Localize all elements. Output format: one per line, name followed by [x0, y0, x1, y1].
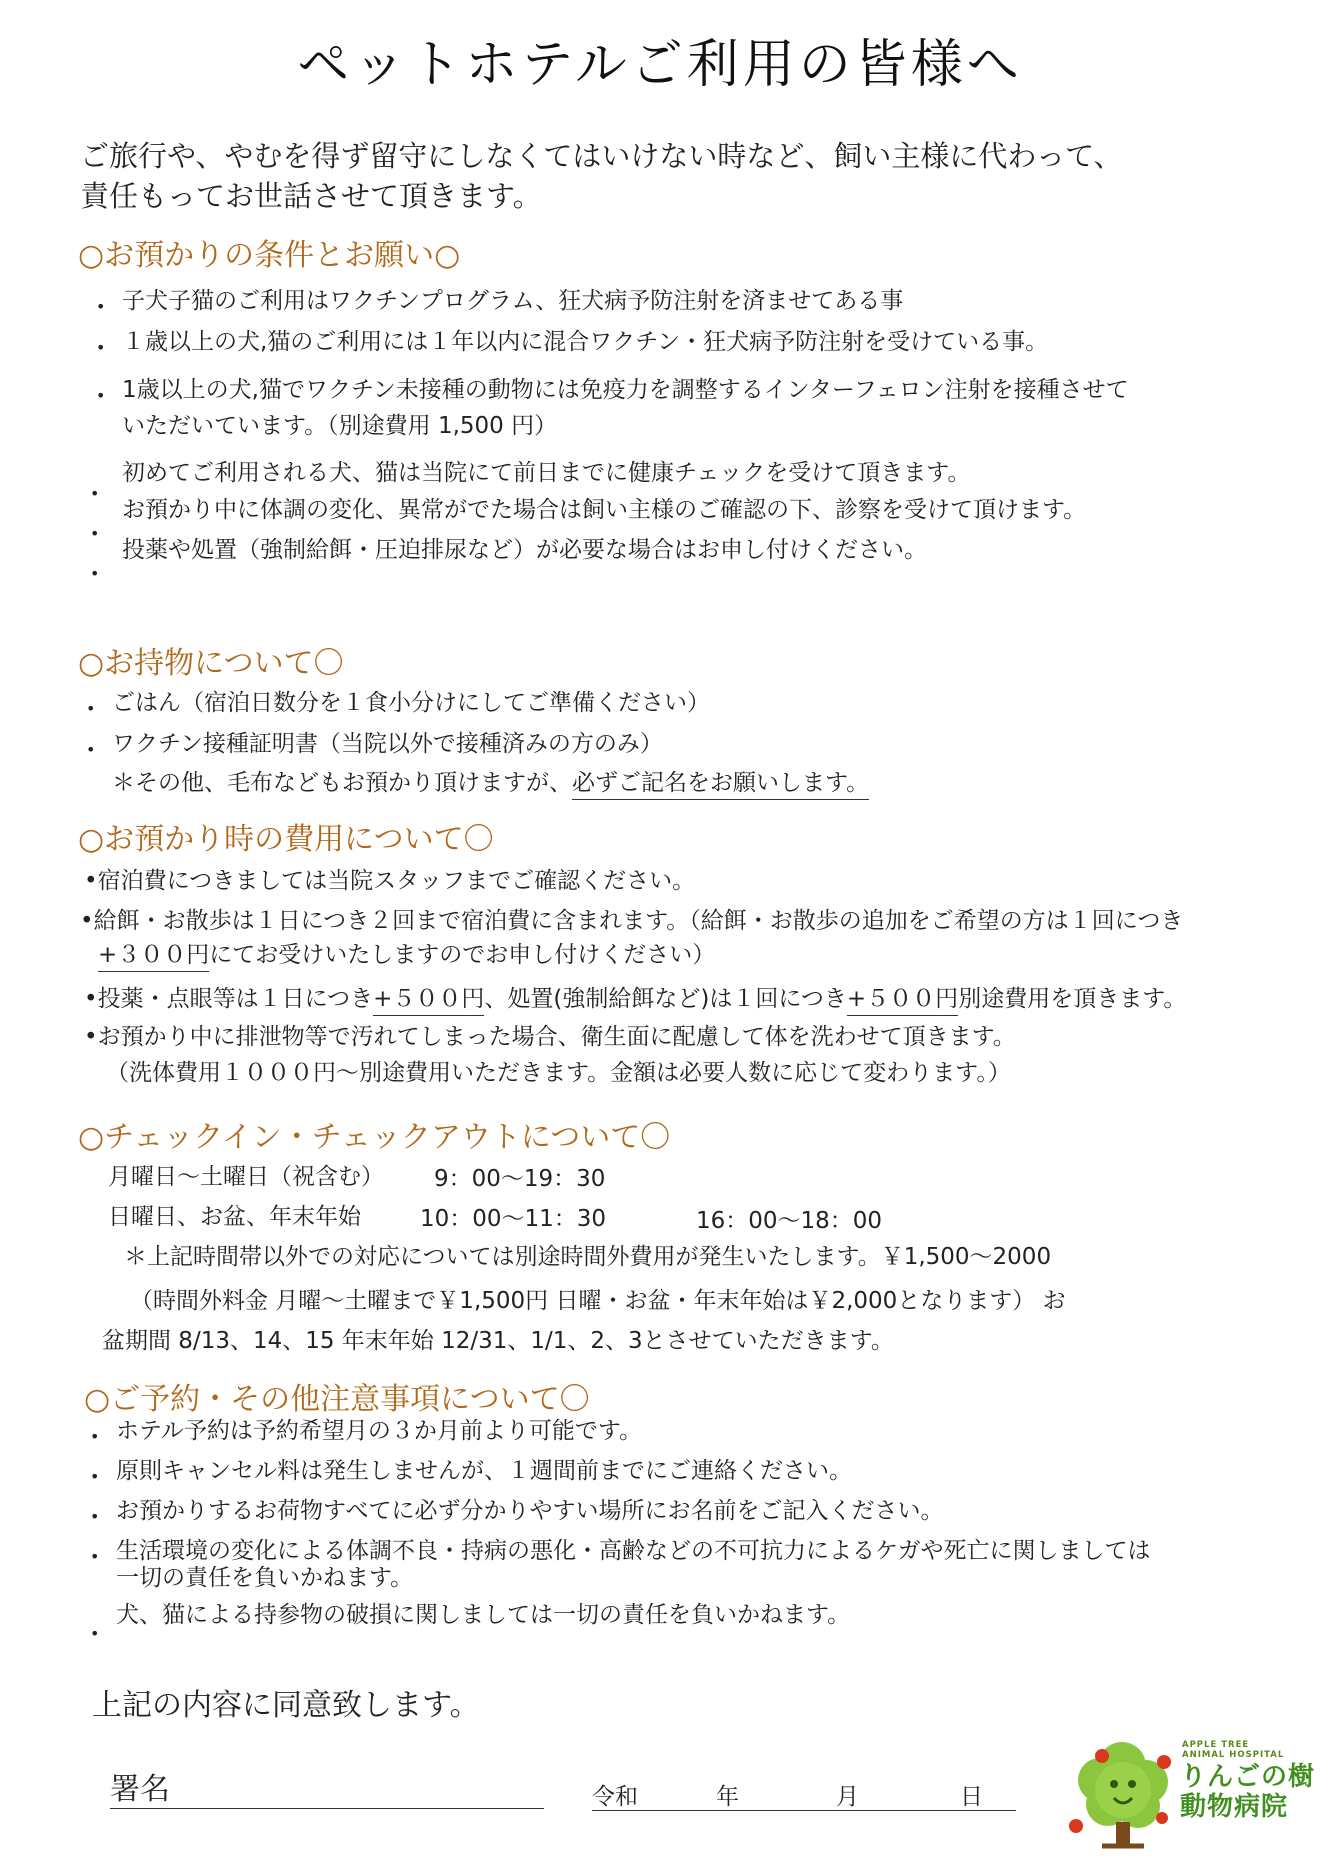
bullet-icon: •: [80, 908, 94, 934]
weekday-label: 月曜日～土曜日（祝含む）: [108, 1164, 384, 1190]
holiday-label: 日曜日、お盆、年末年始: [108, 1204, 361, 1230]
page-title: ペットホテルご利用の皆様へ: [297, 35, 1023, 95]
fee-line: •お預かり中に排泄物等で汚れてしまった場合、衛生面に配慮して体を洗わせて頂きます。: [84, 1024, 1016, 1050]
fee-line: +３００円にてお受けいたしますのでお申し付けください）: [98, 940, 715, 970]
list-item: お預かり中に体調の変化、異常がでた場合は飼い主様のご確認の下、診察を受けて頂けます。: [122, 497, 1087, 523]
belongings-note: ＊その他、毛布などもお預かり頂けますが、必ずご記名をお願いします。: [112, 768, 869, 798]
underlined-text: 必ずご記名をお願いします。: [572, 770, 869, 800]
holiday-time-2: 16：00～18：00: [696, 1208, 883, 1234]
tree-mascot-icon: [1069, 1742, 1171, 1846]
checkin-note: ＊上記時間帯以外での対応については別途時間外費用が発生いたします。￥1,500～2000: [124, 1244, 1052, 1270]
bullet-icon: •: [96, 297, 106, 316]
fee-line: •給餌・お散歩は１日につき２回まで宿泊費に含まれます。（給餌・お散歩の追加をご希望の方は１回につき: [80, 908, 1184, 934]
weekday-time: 9：00～19：30: [434, 1166, 606, 1192]
list-item: • 生活環境の変化による体調不良・持病の悪化・高齢などの不可抗力によるケガや死亡に関しましては: [116, 1536, 1151, 1566]
list-item-continued: 一切の責任を負いかねます。: [116, 1565, 414, 1591]
list-item: • 原則キャンセル料は発生しませんが、１週間前までにご連絡ください。: [116, 1456, 852, 1486]
section-heading-belongings: ○お持物について〇: [78, 646, 344, 681]
section-heading-checkin: ○チェックイン・チェックアウトについて〇: [78, 1120, 671, 1155]
intro-line-1: ご旅行や、やむを得ず留守にしなくてはいけない時など、飼い主様に代わって、: [80, 139, 1123, 173]
list-item: • 1歳以上の犬,猫でワクチン未接種の動物には免疫力を調整するインターフェロン注射を接種させて: [122, 375, 1129, 405]
underlined-text: +５００円: [373, 986, 484, 1016]
list-item: • １歳以上の犬,猫のご利用には１年以内に混合ワクチン・狂犬病予防注射を受けている事。: [122, 327, 1048, 357]
bullet-icon: •: [90, 1547, 100, 1566]
intro-line-2: 責任もってお世話させて頂きます。: [80, 179, 542, 213]
bullet-icon: •: [84, 868, 98, 894]
list-item-continued: いただいています。（別途費用 1,500 円）: [122, 413, 558, 439]
logo-english-name: APPLE TREE ANIMAL HOSPITAL: [1182, 1740, 1285, 1760]
logo-japanese-name: りんごの樹 動物病院: [1180, 1762, 1316, 1822]
bullet-icon: •: [90, 1467, 100, 1486]
bullet-icon: •: [96, 386, 106, 405]
bullet-icon: •: [86, 740, 96, 759]
underlined-text: +３００円: [98, 942, 209, 972]
list-item: • お預かりするお荷物すべてに必ず分かりやすい場所にお名前をご記入ください。: [116, 1496, 944, 1526]
date-month: 月: [836, 1784, 859, 1810]
date-line[interactable]: [592, 1810, 1016, 1811]
signature-label: 署名: [110, 1772, 170, 1807]
section-heading-fees: ○お預かり時の費用について〇: [78, 822, 494, 857]
signature-line[interactable]: [110, 1808, 544, 1809]
bullet-icon: •: [90, 484, 100, 503]
list-item: • 子犬子猫のご利用はワクチンプログラム、狂犬病予防注射を済ませてある事: [122, 286, 903, 316]
bullet-icon: •: [90, 1624, 100, 1643]
date-era: 令和: [592, 1784, 638, 1810]
bullet-icon: •: [96, 338, 106, 357]
bullet-icon: •: [84, 1024, 98, 1050]
list-item: • ごはん（宿泊日数分を１食小分けにしてご準備ください）: [112, 688, 710, 718]
fee-line: •投薬・点眼等は１日につき+５００円、処置(強制給餌など)は１回につき+５００円別途費用を頂きます。: [84, 984, 1186, 1014]
bullet-icon: •: [86, 699, 96, 718]
intro-text: [80, 136, 1240, 216]
date-day: 日: [960, 1784, 983, 1810]
bullet-icon: •: [90, 524, 100, 543]
agreement-text: 上記の内容に同意致します。: [92, 1688, 480, 1723]
fee-line: （洗体費用１０００円～別途費用いただきます。金額は必要人数に応じて変わります。）: [106, 1060, 1011, 1086]
checkin-note: （時間外料金 月曜～土曜まで￥1,500円 日曜・お盆・年末年始は￥2,000となります） お: [130, 1288, 1066, 1314]
underlined-text: +５００円: [847, 986, 958, 1016]
bullet-icon: •: [84, 986, 98, 1012]
holiday-time-1: 10：00～11：30: [420, 1206, 607, 1232]
section-heading-reservation: ○ご予約・その他注意事項について〇: [84, 1382, 590, 1417]
list-item: • ワクチン接種証明書（当院以外で接種済みの方のみ）: [112, 729, 663, 759]
list-item: 犬、猫による持参物の破損に関しましては一切の責任を負いかねます。: [116, 1602, 851, 1628]
bullet-icon: •: [90, 564, 100, 583]
fee-line: •宿泊費につきましては当院スタッフまでご確認ください。: [84, 868, 696, 894]
list-item: 投薬や処置（強制給餌・圧迫排尿など）が必要な場合はお申し付けください。: [122, 537, 927, 563]
bullet-icon: •: [90, 1427, 100, 1446]
list-item: 初めてご利用される犬、猫は当院にて前日までに健康チェックを受けて頂きます。: [122, 460, 971, 486]
bullet-icon: •: [90, 1507, 100, 1526]
checkin-note: 盆期間 8/13、14、15 年末年始 12/31、1/1、2、3とさせていただきます。: [102, 1328, 894, 1354]
date-year: 年: [716, 1784, 739, 1810]
section-heading-conditions: ○お預かりの条件とお願い○: [78, 238, 461, 273]
list-item: • ホテル予約は予約希望月の３か月前より可能です。: [116, 1416, 642, 1446]
